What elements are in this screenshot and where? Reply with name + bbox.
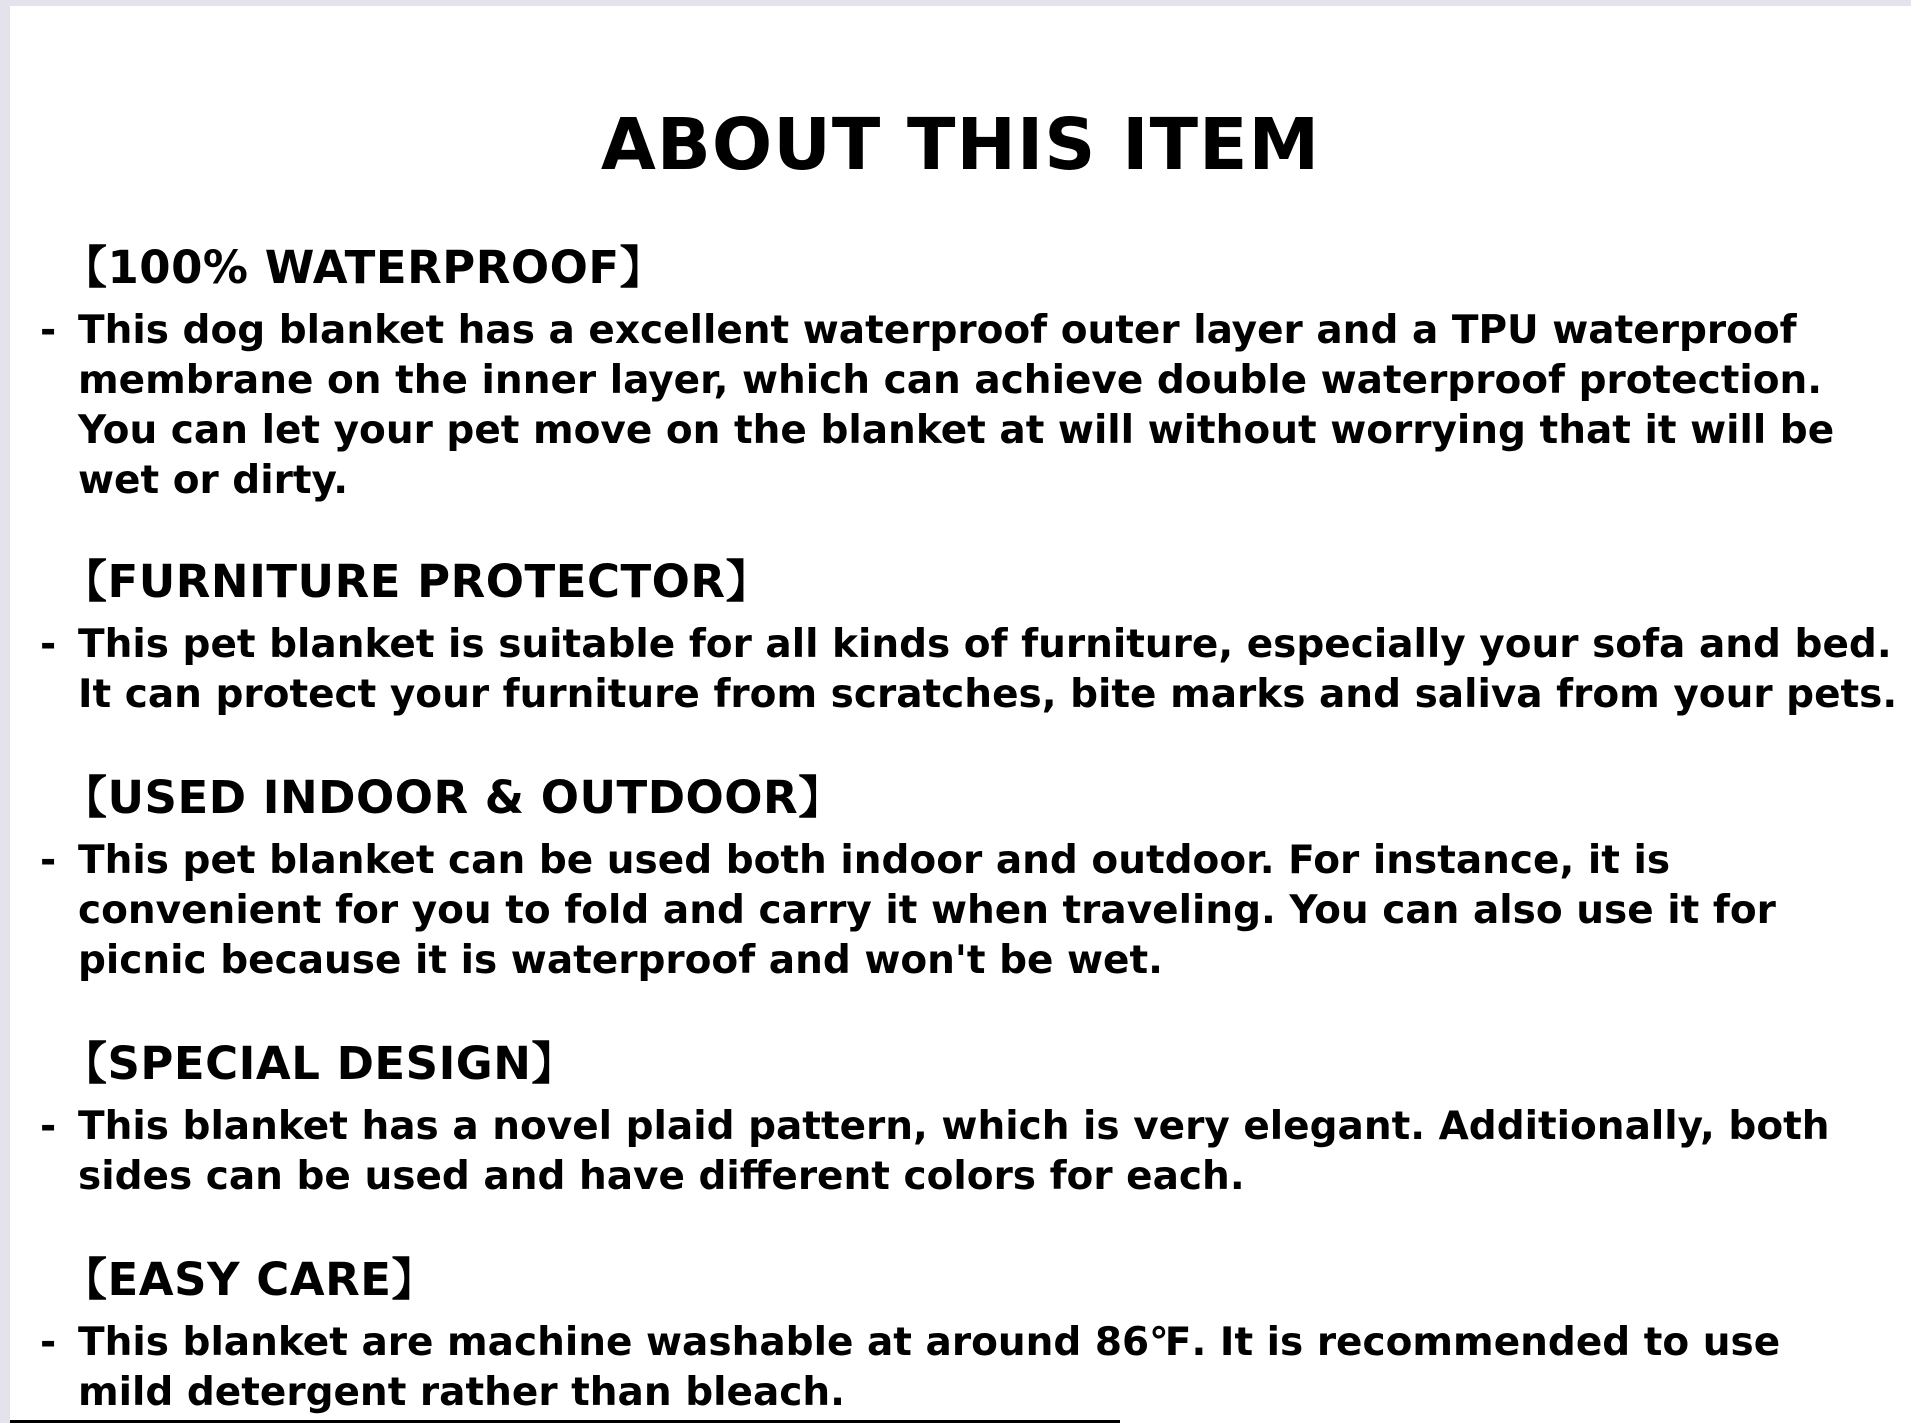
section-body — [10, 1102, 1830, 1202]
bullet-dash: - — [40, 308, 57, 353]
body-line: You can let your pet move on the blanket at will without worrying that it will be — [78, 408, 1835, 453]
body-line: convenient for you to fold and carry it when traveling. You can also use it for — [78, 888, 1776, 933]
body-line: membrane on the inner layer, which can achieve double waterproof protection. — [78, 358, 1823, 403]
body-line: This blanket has a novel plaid pattern, which is very elegant. Additionally, both — [78, 1104, 1830, 1149]
bullet-dash: - — [40, 1320, 57, 1365]
section-heading: 【EASY CARE】 — [62, 1253, 437, 1306]
body-line: This pet blanket can be used both indoor and outdoor. For instance, it is — [78, 838, 1671, 883]
section-body — [10, 1318, 1810, 1418]
body-line: This pet blanket is suitable for all kinds of furniture, especially your sofa and bed. — [78, 622, 1892, 667]
body-line: It can protect your furniture from scratches, bite marks and saliva from your pets. — [78, 672, 1898, 717]
section-furniture-protector — [10, 554, 1911, 720]
section-indoor-outdoor — [10, 770, 1911, 986]
bullet-dash: - — [40, 838, 57, 883]
body-line: mild detergent rather than bleach. — [78, 1370, 845, 1415]
bullet-dash: - — [40, 622, 57, 667]
page-title: ABOUT THIS ITEM — [600, 103, 1321, 186]
section-body — [10, 620, 1898, 720]
body-line: picnic because it is waterproof and won't be wet. — [78, 938, 1163, 983]
body-line: This dog blanket has a excellent waterproof outer layer and a TPU waterproof — [78, 308, 1797, 353]
section-waterproof — [10, 240, 1911, 506]
body-line: This blanket are machine washable at around 86℉. It is recommended to use — [78, 1320, 1781, 1365]
section-special-design — [10, 1036, 1911, 1202]
section-heading: 【FURNITURE PROTECTOR】 — [62, 555, 772, 608]
body-line: wet or dirty. — [78, 458, 349, 503]
section-heading: 【100% WATERPROOF】 — [62, 241, 666, 294]
section-heading: 【USED INDOOR & OUTDOOR】 — [62, 771, 844, 824]
bullet-dash: - — [40, 1104, 57, 1149]
section-easy-care — [10, 1252, 1911, 1418]
section-body — [10, 306, 1835, 506]
section-body — [10, 836, 1810, 986]
body-line: sides can be used and have different colors for each. — [78, 1154, 1245, 1199]
section-heading: 【SPECIAL DESIGN】 — [62, 1037, 577, 1090]
